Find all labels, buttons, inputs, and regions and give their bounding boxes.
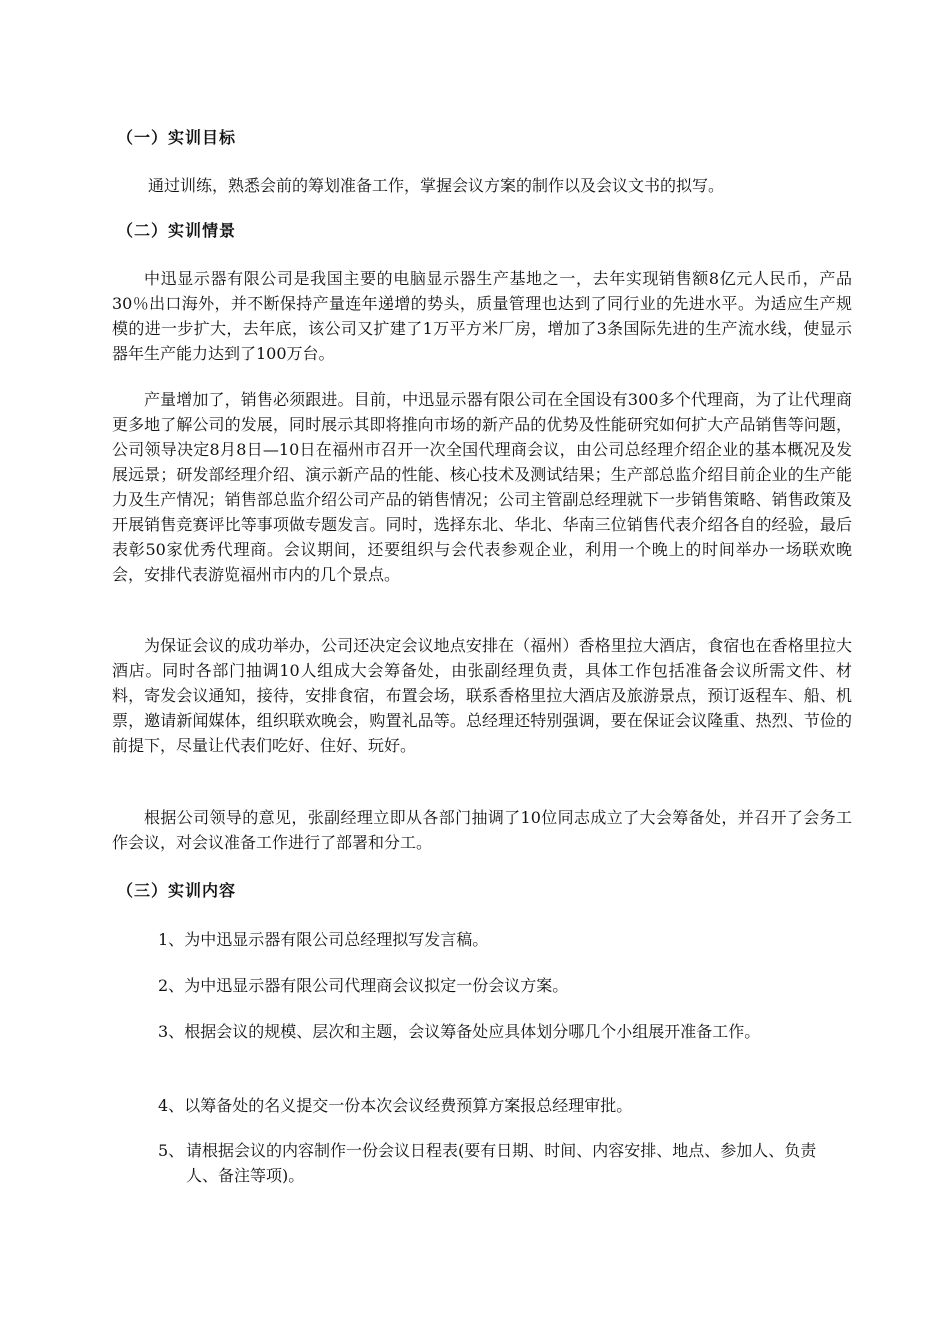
- scenario-paragraph-1: 中迅显示器有限公司是我国主要的电脑显示器生产基地之一，去年实现销售额8亿元人民币，产品30％出口海外，并不断保持产量连年递增的势头，质量管理也达到了同行业的先进水平。为适应生产规模的进一步扩大，去年底，该公司又扩建了1万平方米厂房，增加了3条国际先进的生产流水线，使显示器年生产能力达到了100万台。: [112, 269, 852, 363]
- task-item-3: [158, 1019, 760, 1044]
- section-heading-scenario: （二）实训情景: [117, 221, 237, 240]
- task-number: 2、: [158, 976, 185, 995]
- goal-paragraph: 通过训练，熟悉会前的筹划准备工作，掌握会议方案的制作以及会议文书的拟写。: [148, 176, 725, 195]
- section-heading-content: （三）实训内容: [117, 881, 237, 900]
- task-number: 3、: [158, 1022, 185, 1041]
- task-text: 根据会议的规模、层次和主题，会议筹备处应具体划分哪几个小组展开准备工作。: [184, 1022, 761, 1041]
- task-item-2: [158, 973, 568, 998]
- task-text: 以筹备处的名义提交一份本次会议经费预算方案报总经理审批。: [184, 1096, 633, 1115]
- section-heading-goal: （一）实训目标: [117, 128, 237, 147]
- task-number: 4、: [158, 1096, 185, 1115]
- task-item-1: [158, 927, 488, 952]
- scenario-paragraph-4: 根据公司领导的意见，张副经理立即从各部门抽调了10位同志成立了大会筹备处，并召开了会务工作会议，对会议准备工作进行了部署和分工。: [112, 808, 852, 852]
- task-text: 为中迅显示器有限公司总经理拟写发言稿。: [184, 930, 489, 949]
- task-number: 1、: [158, 930, 185, 949]
- scenario-paragraph-3: 为保证会议的成功举办，公司还决定会议地点安排在（福州）香格里拉大酒店，食宿也在香格里拉大酒店。同时各部门抽调10人组成大会筹备处，由张副经理负责，具体工作包括准备会议所需文件、材料，寄发会议通知，接待，安排食宿，布置会场，联系香格里拉大酒店及旅游景点，预订返程车、船、机票，邀请新闻媒体，组织联欢晚会，购置礼品等。总经理还特别强调，要在保证会议隆重、热烈、节俭的前提下，尽量让代表们吃好、住好、玩好。: [112, 636, 852, 755]
- task-number: 5、: [158, 1141, 185, 1160]
- task-item-4: [158, 1093, 632, 1118]
- task-item-5: [158, 1138, 848, 1188]
- task-text: 为中迅显示器有限公司代理商会议拟定一份会议方案。: [184, 976, 569, 995]
- scenario-paragraph-2: 产量增加了，销售必须跟进。目前，中迅显示器有限公司在全国设有300多个代理商，为了让代理商更多地了解公司的发展，同时展示其即将推向市场的新产品的优势及性能研究如何扩大产品销售等问题，公司领导决定8月8日—10日在福州市召开一次全国代理商会议，由公司总经理介绍企业的基本概况及发展远景；研发部经理介绍、演示新产品的性能、核心技术及测试结果；生产部总监介绍目前企业的生产能力及生产情况；销售部总监介绍公司产品的销售情况；公司主管副总经理就下一步销售策略、销售政策及开展销售竞赛评比等事项做专题发言。同时，选择东北、华北、华南三位销售代表介绍各自的经验，最后表彰50家优秀代理商。会议期间，还要组织与会代表参观企业，利用一个晚上的时间举办一场联欢晚会，安排代表游览福州市内的几个景点。: [112, 390, 852, 584]
- task-text: 请根据会议的内容制作一份会议日程表(要有日期、时间、内容安排、地点、参加人、负责人、备注等项)。: [186, 1141, 817, 1185]
